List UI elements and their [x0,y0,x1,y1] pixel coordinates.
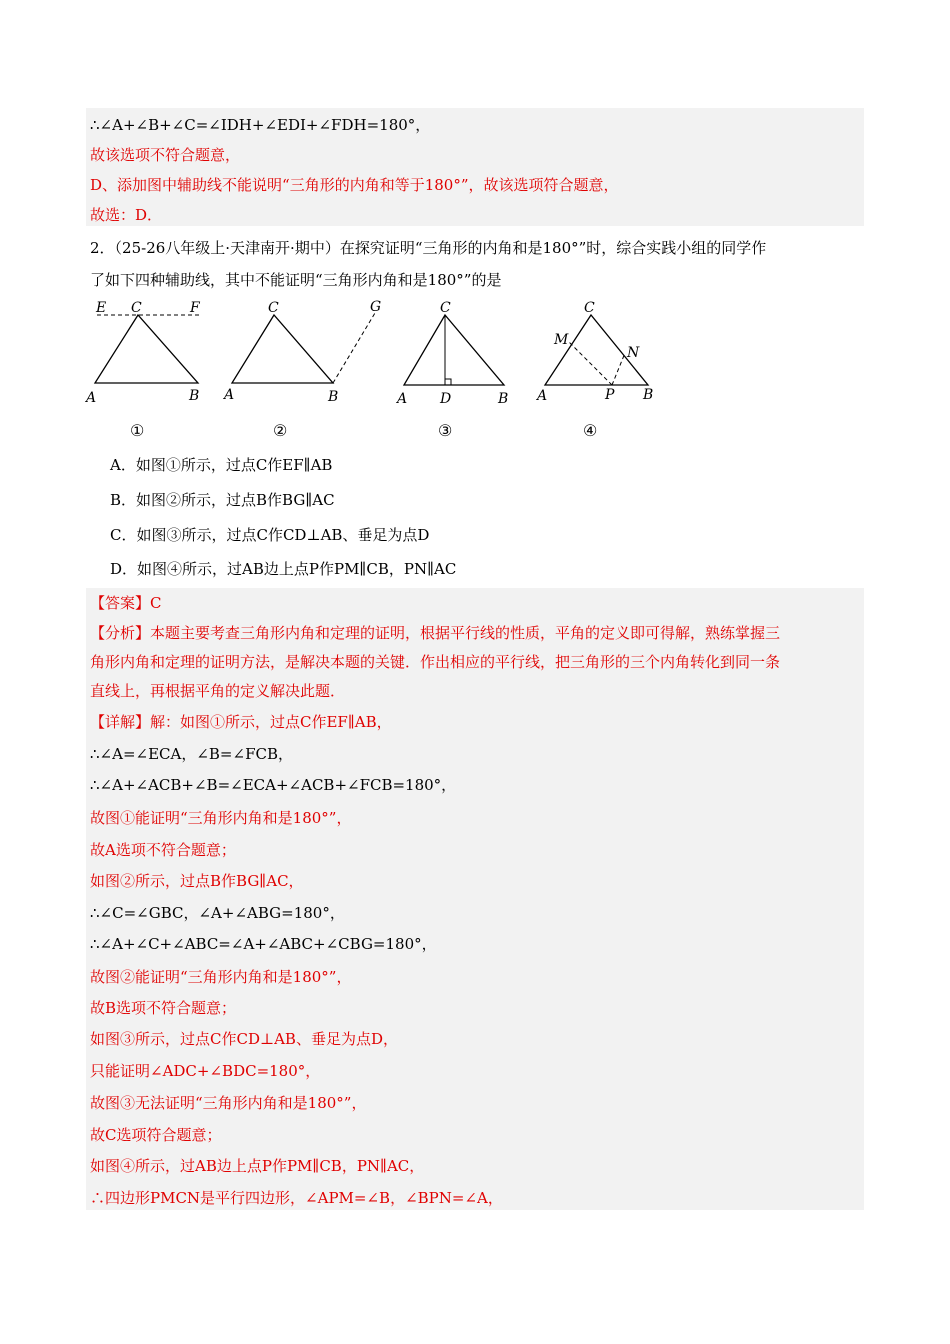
fig4-label-m: M [554,332,569,348]
option-b: B．如图②所示，过点B作BG∥AC [110,491,335,509]
detail-line-6: 如图②所示，过点B作BG∥AC， [90,872,304,890]
fig1-label-a: A [86,390,97,406]
fig2-label-a: A [224,387,235,403]
fig3-label-d: D [440,391,452,407]
detail-line-12: 只能证明∠ADC+∠BDC=180°， [90,1062,321,1080]
fig1-label-f: F [190,300,200,316]
answer-line: 【答案】C [90,594,162,612]
top-line-1: ∴∠A+∠B+∠C=∠IDH+∠EDI+∠FDH=180°， [90,116,431,134]
fig3-number: ③ [438,421,453,440]
fig1-label-b: B [189,388,200,404]
detail-line-1: 【详解】解：如图①所示，过点C作EF∥AB， [90,713,392,731]
fig2-label-b: B [328,389,339,405]
analysis-line-1: 【分析】本题主要考查三角形内角和定理的证明，根据平行线的性质，平角的定义即可得解，熟练掌握三 [90,624,781,642]
detail-line-15: 如图④所示，过AB边上点P作PM∥CB，PN∥AC， [90,1157,425,1175]
figure-4 [535,300,653,404]
fig1-label-c: C [131,300,142,316]
fig3-label-b: B [498,391,509,407]
detail-line-5: 故A选项不符合题意； [90,841,236,859]
fig4-label-a: A [537,388,548,404]
option-c: C．如图③所示，过点C作CD⊥AB、垂足为点D [110,526,430,544]
detail-line-7: ∴∠C=∠GBC，∠A+∠ABG=180°， [90,904,345,922]
figure-1 [84,300,201,406]
fig2-label-c: C [268,300,279,316]
figure-3 [395,300,508,407]
detail-line-14: 故C选项符合题意； [90,1126,222,1144]
detail-line-10: 故B选项不符合题意； [90,999,237,1017]
fig2-number: ② [273,421,288,440]
detail-line-13: 故图③无法证明“三角形内角和是180°”， [90,1094,367,1112]
fig3-label-c: C [440,300,451,316]
analysis-line-2: 角形内角和定理的证明方法，是解决本题的关键．作出相应的平行线，把三角形的三个内角转化到同一条 [90,653,781,671]
detail-line-3: ∴∠A+∠ACB+∠B=∠ECA+∠ACB+∠FCB=180°， [90,776,457,794]
figure-2 [222,299,381,405]
fig4-number: ④ [583,421,598,440]
fig4-label-n: N [627,345,640,361]
top-line-2: 故该选项不符合题意， [90,146,241,164]
top-line-4: 故选：D． [90,206,163,224]
fig4-label-b: B [643,387,654,403]
fig4-label-c: C [584,300,595,316]
option-d: D．如图④所示，过AB边上点P作PM∥CB，PN∥AC [110,560,457,578]
detail-line-11: 如图③所示，过点C作CD⊥AB、垂足为点D， [90,1030,398,1048]
top-line-3: D、添加图中辅助线不能说明“三角形的内角和等于180°”，故该选项符合题意， [90,176,619,194]
detail-line-2: ∴∠A=∠ECA，∠B=∠FCB， [90,745,293,763]
detail-line-16: ∴四边形PMCN是平行四边形，∠APM=∠B，∠BPN=∠A， [90,1189,503,1207]
question-line-1: 2．（25-26八年级上·天津南开·期中）在探究证明“三角形的内角和是180°”时，综合实践小组的同学作 [90,239,767,257]
analysis-line-3: 直线上，再根据平角的定义解决此题． [90,682,346,700]
question-line-2: 了如下四种辅助线，其中不能证明“三角形内角和是180°”的是 [90,271,502,289]
fig2-label-g: G [370,299,382,315]
fig1-number: ① [130,421,145,440]
detail-line-9: 故图②能证明“三角形内角和是180°”， [90,968,352,986]
fig3-label-a: A [397,391,408,407]
detail-line-8: ∴∠A+∠C+∠ABC=∠A+∠ABC+∠CBG=180°， [90,935,437,953]
detail-line-4: 故图①能证明“三角形内角和是180°”， [90,809,352,827]
option-a: A．如图①所示，过点C作EF∥AB [110,456,333,474]
fig4-label-p: P [605,387,615,403]
fig1-label-e: E [96,300,107,316]
